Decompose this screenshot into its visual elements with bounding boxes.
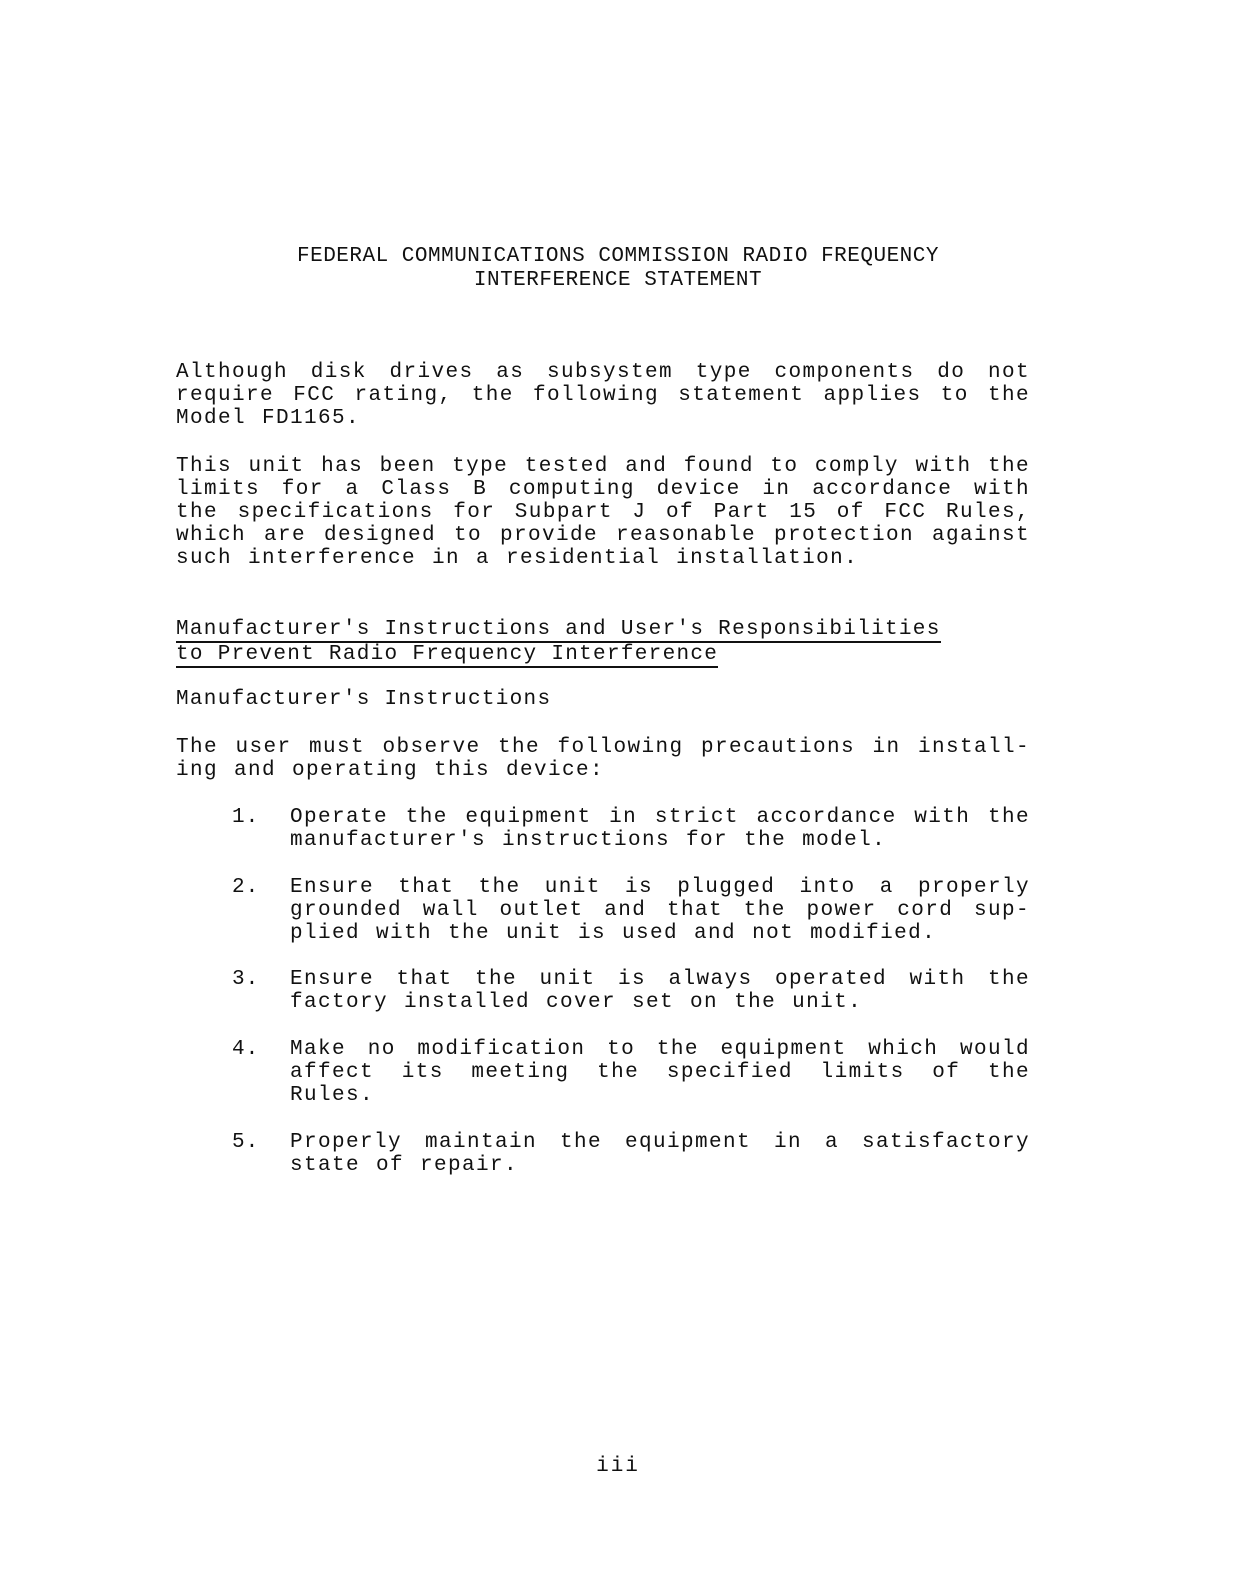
list-item bbox=[232, 1131, 1030, 1177]
list-item-number: 3. bbox=[232, 968, 260, 991]
list-item bbox=[232, 1038, 1030, 1107]
title-line-2: INTERFERENCE STATEMENT bbox=[473, 269, 763, 292]
section-heading-line-2: to Prevent Radio Frequency Interference bbox=[176, 643, 719, 666]
list-item bbox=[232, 876, 1030, 945]
subheading-manufacturer-instructions: Manufacturer's Instructions bbox=[176, 688, 552, 711]
list-item-text: Ensure that the unit is plugged into a properly grounded wall outlet and that the power cord sup- plied with the unit is used and not modified. bbox=[290, 876, 1030, 945]
list-item-number: 5. bbox=[232, 1131, 260, 1154]
list-item-number: 1. bbox=[232, 806, 260, 829]
list-item bbox=[232, 806, 1030, 852]
title-line-1: FEDERAL COMMUNICATIONS COMMISSION RADIO FREQUENCY bbox=[296, 245, 939, 268]
list-item-text: Operate the equipment in strict accordance with the manufacturer's instructions for the model. bbox=[290, 806, 1030, 852]
list-item-number: 4. bbox=[232, 1038, 260, 1061]
section-heading bbox=[176, 618, 941, 668]
list-item-text: Ensure that the unit is always operated with the factory installed cover set on the unit. bbox=[290, 968, 1030, 1014]
list-item-text: Properly maintain the equipment in a satisfactory state of repair. bbox=[290, 1131, 1030, 1177]
page-title bbox=[0, 245, 1236, 293]
paragraph-fcc-rating: Although disk drives as subsystem type components do not require FCC rating, the following statement applies to the Model FD1165. bbox=[176, 361, 1030, 430]
section-heading-line-1: Manufacturer's Instructions and User's Responsibilities bbox=[176, 618, 941, 641]
paragraph-class-b-compliance: This unit has been type tested and found to comply with the limits for a Class B computing device in accordance with the specifications for Subpart J of Part 15 of FCC Rules, which are designed to provide reasonable protection against such interference in a residential installation. bbox=[176, 455, 1030, 570]
page-number: iii bbox=[596, 1455, 640, 1478]
list-item-text: Make no modification to the equipment which would affect its meeting the specified limits of the Rules. bbox=[290, 1038, 1030, 1107]
list-item-number: 2. bbox=[232, 876, 260, 899]
paragraph-intro: The user must observe the following precautions in install- ing and operating this device: bbox=[176, 736, 1030, 782]
list-item bbox=[232, 968, 1030, 1014]
